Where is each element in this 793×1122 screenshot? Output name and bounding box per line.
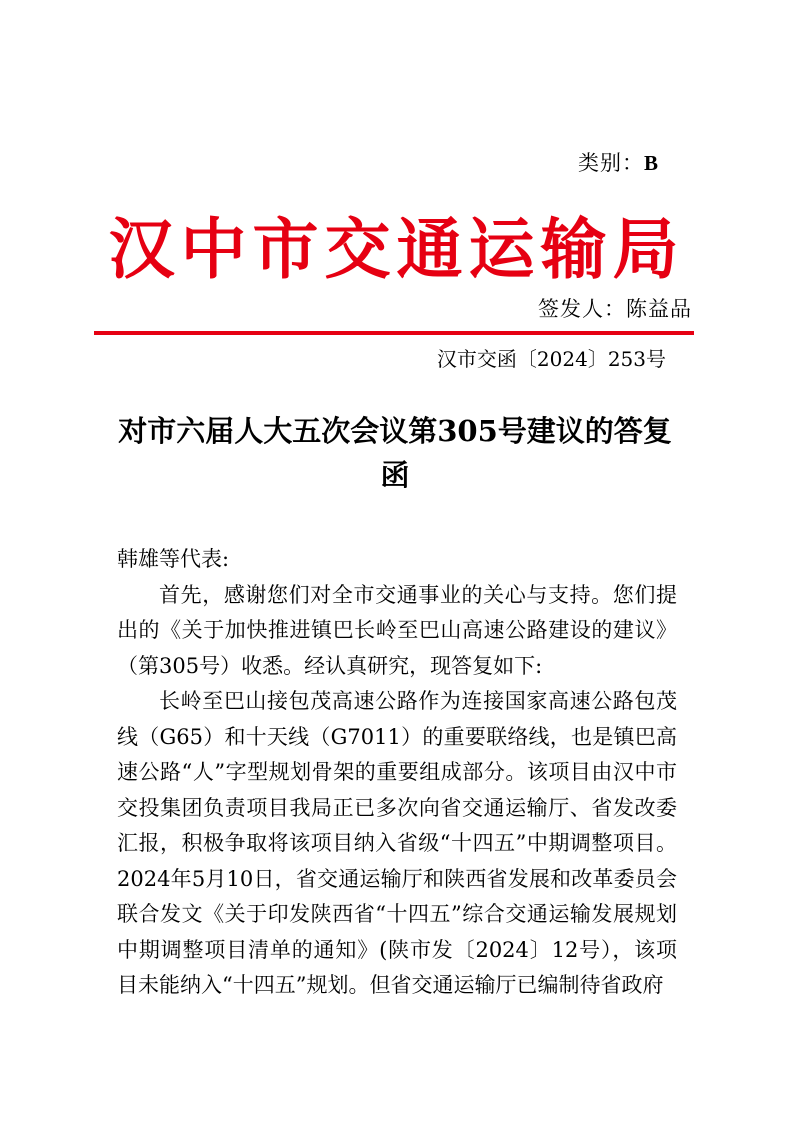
category-label: 类别： xyxy=(578,151,644,175)
red-divider-line xyxy=(94,331,694,335)
document-title-line-2: 函 xyxy=(380,458,410,492)
document-title-line-1: 对市六届人大五次会议第305号建议的答复 xyxy=(118,414,672,448)
document-body xyxy=(117,542,677,1004)
category-mark xyxy=(578,147,659,177)
org-title: 汉中市交通运输局 xyxy=(108,211,685,288)
body-paragraph-1: 首先，感谢您们对全市交通事业的关心与支持。您们提出的《关于加快推进镇巴长岭至巴山高速公路建设的建议》（第305号）收悉。经认真研究，现答复如下: xyxy=(117,582,677,678)
document-title xyxy=(100,409,690,497)
issuer-line: 签发人：陈益品 xyxy=(538,297,692,321)
document-number: 汉市交函〔2024〕253号 xyxy=(436,347,666,371)
salutation: 韩雄等代表: xyxy=(117,547,230,571)
body-paragraph-2: 长岭至巴山接包茂高速公路作为连接国家高速公路包茂线（G65）和十天线（G7011）的重要联络线，也是镇巴高速公路“人”字型规划骨架的重要组成部分。该项目由汉中市交投集团负责项目我局正已多次向省交通运输厅、省发改委汇报，积极争取将该项目纳入省级“十四五”中期调整项目。2024年5月10日，省交通运输厅和陕西省发展和改革委员会联合发文《关于印发陕西省“十四五”综合交通运输发展规划中期调整项目清单的通知》(陕市发〔2024〕12号），该项目未能纳入“十四五”规划。但省交通运输厅已编制待省政府 xyxy=(117,689,677,997)
category-value: B xyxy=(644,151,660,175)
